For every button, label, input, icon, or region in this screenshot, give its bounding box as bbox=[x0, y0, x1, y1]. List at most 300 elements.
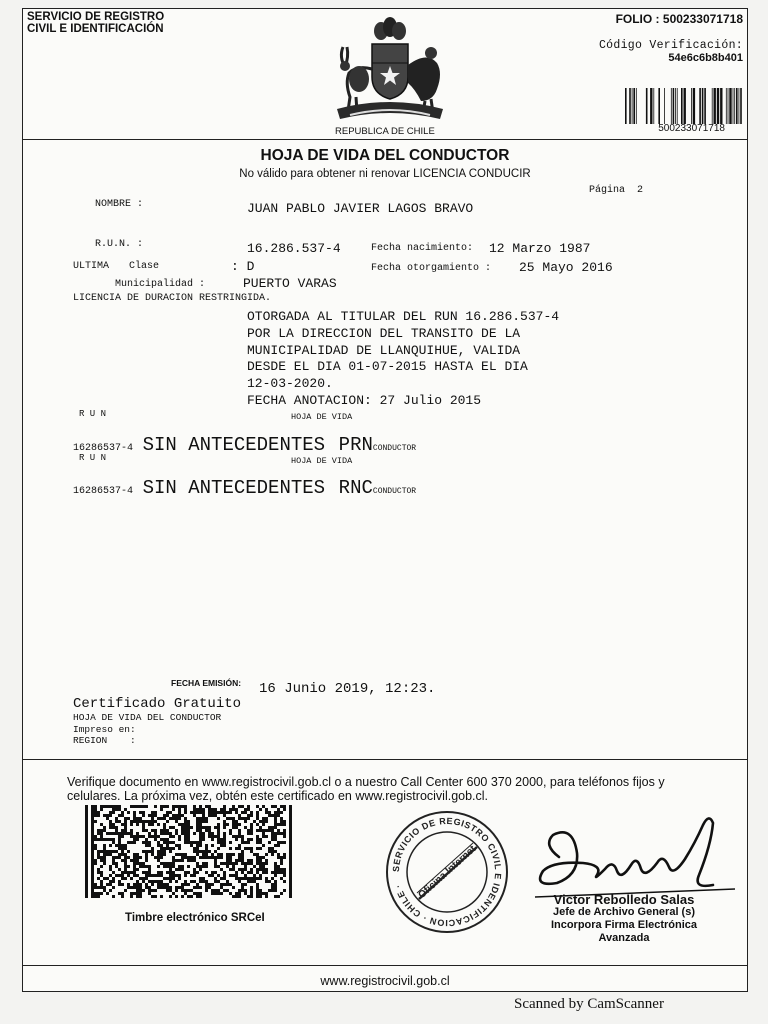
barcode-cell bbox=[151, 835, 154, 838]
barcode-cell bbox=[214, 850, 217, 853]
barcode-cell bbox=[262, 817, 265, 820]
barcode-cell bbox=[178, 853, 181, 856]
barcode-cell bbox=[151, 889, 154, 892]
barcode-cell bbox=[277, 823, 280, 826]
barcode-cell bbox=[133, 817, 136, 820]
barcode-cell bbox=[205, 883, 208, 886]
barcode-cell bbox=[217, 838, 220, 841]
barcode-cell bbox=[133, 886, 136, 889]
barcode-cell bbox=[193, 880, 196, 883]
barcode-cell bbox=[172, 808, 175, 811]
barcode-cell bbox=[178, 835, 181, 838]
barcode-cell bbox=[199, 868, 202, 871]
barcode-cell bbox=[91, 811, 94, 814]
barcode-cell bbox=[283, 874, 286, 877]
barcode-cell bbox=[235, 892, 238, 895]
barcode-cell bbox=[283, 856, 286, 859]
barcode-cell bbox=[223, 883, 226, 886]
barcode-cell bbox=[91, 850, 94, 853]
barcode-cell bbox=[97, 871, 100, 874]
barcode-cell bbox=[106, 853, 109, 856]
barcode-cell bbox=[142, 811, 145, 814]
barcode-cell bbox=[142, 865, 145, 868]
barcode-cell bbox=[202, 820, 205, 823]
barcode-cell bbox=[160, 874, 163, 877]
barcode-cell bbox=[142, 826, 145, 829]
barcode-cell bbox=[148, 823, 151, 826]
barcode-cell bbox=[241, 871, 244, 874]
record-registry: PRN bbox=[338, 434, 373, 456]
barcode-cell bbox=[223, 889, 226, 892]
barcode-cell bbox=[121, 892, 124, 895]
barcode-cell bbox=[181, 865, 184, 868]
barcode-cell bbox=[94, 895, 97, 898]
barcode-cell bbox=[274, 811, 277, 814]
birth-date-value: 12 Marzo 1987 bbox=[489, 241, 591, 256]
barcode-cell bbox=[151, 820, 154, 823]
barcode-cell bbox=[130, 832, 133, 835]
barcode-cell bbox=[112, 832, 115, 835]
barcode-cell bbox=[85, 859, 88, 862]
barcode-cell bbox=[109, 811, 112, 814]
barcode-cell bbox=[229, 811, 232, 814]
barcode-cell bbox=[226, 880, 229, 883]
barcode-cell bbox=[199, 865, 202, 868]
barcode-cell bbox=[136, 892, 139, 895]
record-run: 16286537-4 bbox=[73, 486, 134, 497]
barcode-cell bbox=[130, 877, 133, 880]
barcode-cell bbox=[229, 808, 232, 811]
barcode-cell bbox=[214, 808, 217, 811]
barcode-cell bbox=[100, 832, 103, 835]
barcode-cell bbox=[283, 829, 286, 832]
barcode-cell bbox=[271, 889, 274, 892]
barcode-cell bbox=[154, 880, 157, 883]
barcode-cell bbox=[187, 883, 190, 886]
barcode-cell bbox=[274, 814, 277, 817]
barcode-cell bbox=[241, 835, 244, 838]
country-label: REPUBLICA DE CHILE bbox=[335, 126, 435, 137]
barcode-cell bbox=[220, 841, 223, 844]
barcode-cell bbox=[100, 883, 103, 886]
barcode-cell bbox=[256, 835, 259, 838]
barcode-cell bbox=[211, 811, 214, 814]
barcode-cell bbox=[157, 823, 160, 826]
coat-of-arms-icon bbox=[315, 17, 465, 127]
barcode-cell bbox=[85, 808, 88, 811]
barcode-cell bbox=[256, 817, 259, 820]
barcode-cell bbox=[277, 868, 280, 871]
barcode-cell bbox=[166, 877, 169, 880]
print-info bbox=[73, 712, 221, 747]
barcode-cell bbox=[181, 853, 184, 856]
barcode-cell bbox=[178, 877, 181, 880]
barcode-cell bbox=[232, 865, 235, 868]
license-detail-line: MUNICIPALIDAD DE LLANQUIHUE, VALIDA bbox=[247, 342, 521, 358]
barcode-cell bbox=[139, 862, 142, 865]
barcode-bar bbox=[729, 88, 731, 124]
barcode-cell bbox=[121, 871, 124, 874]
barcode-cell bbox=[247, 829, 250, 832]
barcode-cell bbox=[289, 859, 292, 862]
barcode-cell bbox=[271, 838, 274, 841]
barcode-cell bbox=[274, 823, 277, 826]
barcode-cell bbox=[160, 844, 163, 847]
barcode-cell bbox=[103, 847, 106, 850]
barcode-cell bbox=[193, 814, 196, 817]
barcode-cell bbox=[91, 844, 94, 847]
barcode-cell bbox=[205, 805, 208, 808]
barcode-cell bbox=[160, 847, 163, 850]
barcode-cell bbox=[139, 817, 142, 820]
barcode-cell bbox=[172, 856, 175, 859]
barcode-cell bbox=[202, 865, 205, 868]
barcode-cell bbox=[289, 817, 292, 820]
barcode-cell bbox=[187, 838, 190, 841]
barcode-cell bbox=[91, 808, 94, 811]
barcode-cell bbox=[175, 829, 178, 832]
barcode-cell bbox=[229, 892, 232, 895]
barcode-bar bbox=[691, 88, 692, 124]
barcode-cell bbox=[271, 829, 274, 832]
barcode-cell bbox=[85, 805, 88, 808]
barcode-cell bbox=[169, 826, 172, 829]
barcode-cell bbox=[220, 856, 223, 859]
barcode-cell bbox=[91, 823, 94, 826]
verification-code: 54e6c6b8b401 bbox=[668, 52, 743, 64]
barcode-cell bbox=[142, 889, 145, 892]
barcode-cell bbox=[259, 892, 262, 895]
emission-date-value: 16 Junio 2019, 12:23. bbox=[259, 681, 436, 697]
barcode-bar bbox=[734, 88, 735, 124]
barcode-cell bbox=[235, 847, 238, 850]
barcode-cell bbox=[157, 841, 160, 844]
barcode-cell bbox=[130, 886, 133, 889]
barcode-cell bbox=[214, 826, 217, 829]
barcode-cell bbox=[238, 889, 241, 892]
barcode-cell bbox=[109, 868, 112, 871]
barcode-cell bbox=[100, 808, 103, 811]
barcode-cell bbox=[190, 856, 193, 859]
barcode-cell bbox=[217, 889, 220, 892]
barcode-cell bbox=[133, 814, 136, 817]
barcode-cell bbox=[100, 805, 103, 808]
barcode-cell bbox=[259, 841, 262, 844]
barcode-cell bbox=[103, 886, 106, 889]
barcode-cell bbox=[187, 859, 190, 862]
license-detail-line: 12-03-2020. bbox=[247, 376, 333, 392]
barcode-cell bbox=[205, 829, 208, 832]
barcode-cell bbox=[178, 823, 181, 826]
printed-at-label: Impreso en: bbox=[73, 723, 136, 735]
barcode-cell bbox=[115, 844, 118, 847]
electronic-stamp-label: Timbre electrónico SRCeI bbox=[125, 912, 265, 924]
barcode-cell bbox=[124, 847, 127, 850]
barcode-cell bbox=[241, 856, 244, 859]
barcode-cell bbox=[136, 805, 139, 808]
barcode-cell bbox=[262, 835, 265, 838]
barcode-cell bbox=[223, 838, 226, 841]
barcode-cell bbox=[259, 874, 262, 877]
barcode-cell bbox=[250, 889, 253, 892]
barcode-cell bbox=[202, 835, 205, 838]
barcode-cell bbox=[112, 838, 115, 841]
barcode-cell bbox=[238, 823, 241, 826]
barcode-cell bbox=[235, 811, 238, 814]
barcode-cell bbox=[112, 826, 115, 829]
barcode-cell bbox=[259, 859, 262, 862]
barcode-cell bbox=[247, 871, 250, 874]
barcode-cell bbox=[262, 832, 265, 835]
barcode-cell bbox=[289, 877, 292, 880]
barcode-cell bbox=[223, 844, 226, 847]
barcode-cell bbox=[280, 823, 283, 826]
barcode-cell bbox=[157, 856, 160, 859]
barcode-cell bbox=[223, 841, 226, 844]
barcode-cell bbox=[85, 856, 88, 859]
folio-number: 500233071718 bbox=[662, 12, 743, 26]
barcode-cell bbox=[280, 817, 283, 820]
barcode-cell bbox=[127, 871, 130, 874]
barcode-cell bbox=[211, 844, 214, 847]
barcode-cell bbox=[136, 823, 139, 826]
barcode-cell bbox=[112, 850, 115, 853]
barcode-cell bbox=[112, 841, 115, 844]
barcode-cell bbox=[91, 835, 94, 838]
barcode-cell bbox=[208, 832, 211, 835]
barcode-cell bbox=[238, 892, 241, 895]
barcode-cell bbox=[181, 886, 184, 889]
barcode-cell bbox=[217, 874, 220, 877]
barcode-cell bbox=[94, 814, 97, 817]
barcode-cell bbox=[268, 850, 271, 853]
barcode-cell bbox=[238, 859, 241, 862]
barcode-cell bbox=[148, 844, 151, 847]
barcode-cell bbox=[118, 868, 121, 871]
barcode-bar bbox=[693, 88, 695, 124]
barcode-cell bbox=[163, 817, 166, 820]
barcode-cell bbox=[247, 895, 250, 898]
barcode-cell bbox=[169, 868, 172, 871]
folio-barcode bbox=[625, 88, 743, 124]
barcode-cell bbox=[163, 823, 166, 826]
barcode-cell bbox=[139, 811, 142, 814]
barcode-cell bbox=[121, 883, 124, 886]
barcode-cell bbox=[220, 862, 223, 865]
barcode-cell bbox=[178, 814, 181, 817]
barcode-cell bbox=[97, 877, 100, 880]
barcode-cell bbox=[136, 835, 139, 838]
barcode-cell bbox=[223, 811, 226, 814]
barcode-cell bbox=[97, 856, 100, 859]
barcode-cell bbox=[115, 850, 118, 853]
barcode-cell bbox=[238, 844, 241, 847]
barcode-cell bbox=[97, 838, 100, 841]
barcode-cell bbox=[151, 829, 154, 832]
barcode-cell bbox=[115, 865, 118, 868]
barcode-cell bbox=[133, 841, 136, 844]
record-run: 16286537-4 bbox=[73, 443, 134, 454]
barcode-cell bbox=[133, 883, 136, 886]
barcode-cell bbox=[217, 865, 220, 868]
barcode-cell bbox=[130, 835, 133, 838]
barcode-cell bbox=[250, 847, 253, 850]
barcode-cell bbox=[214, 877, 217, 880]
barcode-cell bbox=[226, 823, 229, 826]
barcode-cell bbox=[133, 862, 136, 865]
barcode-cell bbox=[103, 862, 106, 865]
barcode-cell bbox=[94, 886, 97, 889]
barcode-cell bbox=[121, 835, 124, 838]
barcode-cell bbox=[85, 844, 88, 847]
barcode-cell bbox=[175, 820, 178, 823]
barcode-cell bbox=[163, 877, 166, 880]
barcode-cell bbox=[268, 847, 271, 850]
barcode-cell bbox=[238, 856, 241, 859]
barcode-cell bbox=[172, 841, 175, 844]
footer-website: www.registrocivil.gob.cl bbox=[320, 974, 450, 988]
barcode-cell bbox=[163, 865, 166, 868]
barcode-cell bbox=[250, 859, 253, 862]
barcode-cell bbox=[232, 868, 235, 871]
barcode-cell bbox=[148, 892, 151, 895]
barcode-cell bbox=[139, 883, 142, 886]
barcode-cell bbox=[94, 820, 97, 823]
barcode-bar bbox=[684, 88, 686, 124]
barcode-cell bbox=[97, 832, 100, 835]
barcode-cell bbox=[244, 847, 247, 850]
seal-text: SERVICIO DE REGISTRO CIVIL E IDENTIFICACION · CHILE · bbox=[390, 815, 504, 929]
barcode-cell bbox=[151, 853, 154, 856]
barcode-cell bbox=[115, 856, 118, 859]
license-detail-line: DESDE EL DIA 01-07-2015 HASTA EL DIA bbox=[247, 359, 528, 375]
barcode-cell bbox=[121, 832, 124, 835]
barcode-cell bbox=[199, 811, 202, 814]
barcode-cell bbox=[220, 853, 223, 856]
municipalidad-value: PUERTO VARAS bbox=[243, 276, 337, 291]
barcode-cell bbox=[289, 823, 292, 826]
barcode-cell bbox=[109, 823, 112, 826]
barcode-cell bbox=[247, 877, 250, 880]
barcode-cell bbox=[106, 883, 109, 886]
barcode-cell bbox=[280, 877, 283, 880]
clase-value: : D bbox=[231, 259, 255, 274]
barcode-cell bbox=[259, 865, 262, 868]
barcode-cell bbox=[139, 856, 142, 859]
barcode-cell bbox=[244, 826, 247, 829]
barcode-cell bbox=[196, 850, 199, 853]
scanner-watermark: Scanned by CamScanner bbox=[514, 996, 664, 1012]
barcode-cell bbox=[214, 865, 217, 868]
barcode-cell bbox=[172, 826, 175, 829]
barcode-cell bbox=[130, 829, 133, 832]
barcode-cell bbox=[172, 835, 175, 838]
barcode-cell bbox=[121, 829, 124, 832]
barcode-cell bbox=[289, 841, 292, 844]
barcode-cell bbox=[223, 805, 226, 808]
barcode-cell bbox=[220, 811, 223, 814]
barcode-cell bbox=[244, 865, 247, 868]
barcode-cell bbox=[112, 823, 115, 826]
barcode-cell bbox=[91, 826, 94, 829]
barcode-cell bbox=[145, 856, 148, 859]
barcode-cell bbox=[241, 883, 244, 886]
barcode-cell bbox=[202, 808, 205, 811]
barcode-cell bbox=[274, 820, 277, 823]
barcode-cell bbox=[193, 850, 196, 853]
barcode-cell bbox=[250, 892, 253, 895]
barcode-cell bbox=[256, 886, 259, 889]
barcode-cell bbox=[142, 841, 145, 844]
barcode-cell bbox=[103, 856, 106, 859]
barcode-cell bbox=[205, 847, 208, 850]
barcode-cell bbox=[136, 895, 139, 898]
barcode-cell bbox=[253, 820, 256, 823]
barcode-cell bbox=[265, 808, 268, 811]
barcode-cell bbox=[232, 805, 235, 808]
barcode-cell bbox=[271, 847, 274, 850]
barcode-cell bbox=[172, 862, 175, 865]
barcode-cell bbox=[115, 874, 118, 877]
barcode-cell bbox=[259, 838, 262, 841]
barcode-cell bbox=[232, 895, 235, 898]
barcode-cell bbox=[208, 874, 211, 877]
barcode-cell bbox=[205, 820, 208, 823]
barcode-cell bbox=[220, 892, 223, 895]
barcode-cell bbox=[265, 868, 268, 871]
barcode-cell bbox=[160, 880, 163, 883]
barcode-cell bbox=[97, 853, 100, 856]
barcode-cell bbox=[280, 892, 283, 895]
barcode-cell bbox=[133, 892, 136, 895]
barcode-cell bbox=[229, 832, 232, 835]
barcode-cell bbox=[133, 805, 136, 808]
barcode-cell bbox=[118, 883, 121, 886]
barcode-cell bbox=[202, 832, 205, 835]
barcode-cell bbox=[85, 826, 88, 829]
barcode-cell bbox=[151, 895, 154, 898]
barcode-cell bbox=[211, 889, 214, 892]
record-row bbox=[73, 477, 416, 499]
barcode-cell bbox=[160, 853, 163, 856]
granted-date-value: 25 Mayo 2016 bbox=[519, 260, 613, 275]
barcode-cell bbox=[289, 853, 292, 856]
barcode-cell bbox=[154, 874, 157, 877]
barcode-cell bbox=[94, 859, 97, 862]
barcode-cell bbox=[85, 895, 88, 898]
barcode-cell bbox=[274, 865, 277, 868]
barcode-cell bbox=[172, 859, 175, 862]
barcode-cell bbox=[160, 817, 163, 820]
barcode-cell bbox=[175, 805, 178, 808]
barcode-cell bbox=[250, 871, 253, 874]
barcode-cell bbox=[145, 838, 148, 841]
barcode-cell bbox=[181, 856, 184, 859]
barcode-cell bbox=[205, 817, 208, 820]
barcode-cell bbox=[94, 811, 97, 814]
barcode-cell bbox=[199, 856, 202, 859]
barcode-cell bbox=[271, 826, 274, 829]
barcode-cell bbox=[205, 880, 208, 883]
barcode-cell bbox=[259, 889, 262, 892]
ultima-label: ULTIMA bbox=[73, 261, 110, 272]
region-label: REGION : bbox=[73, 735, 136, 746]
barcode-cell bbox=[115, 805, 118, 808]
barcode-cell bbox=[157, 880, 160, 883]
barcode-cell bbox=[289, 826, 292, 829]
barcode-cell bbox=[259, 829, 262, 832]
barcode-cell bbox=[136, 868, 139, 871]
